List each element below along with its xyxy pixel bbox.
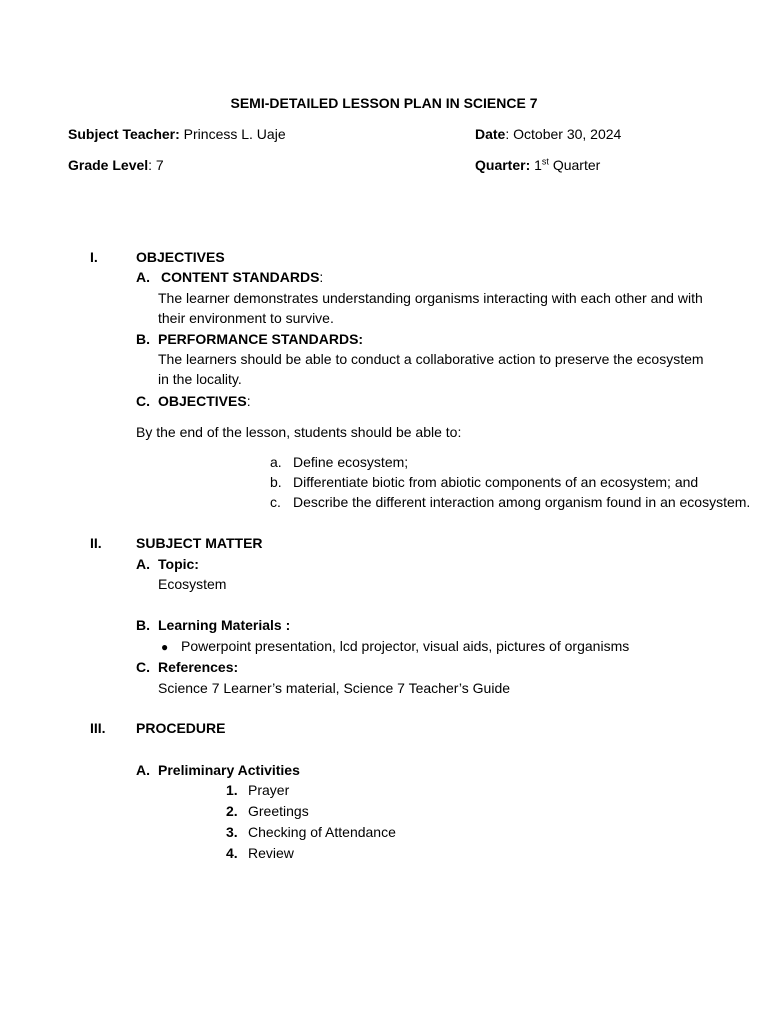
activity-item xyxy=(226,801,309,821)
teacher-label: Subject Teacher: xyxy=(68,126,180,142)
performance-standards-title: PERFORMANCE STANDARDS: xyxy=(158,331,364,347)
date-value: : October 30, 2024 xyxy=(505,126,622,142)
topic-text: Ecosystem xyxy=(158,576,227,592)
references-text: Science 7 Learner’s material, Science 7 Teacher’s Guide xyxy=(158,680,511,696)
content-standards-heading xyxy=(136,267,323,287)
quarter-word: Quarter xyxy=(552,157,601,173)
date-line xyxy=(475,124,621,144)
topic-heading xyxy=(136,554,199,574)
topic-title: Topic: xyxy=(158,556,199,572)
content-standards-colon: : xyxy=(319,269,324,285)
learning-materials-letter: B. xyxy=(136,617,150,633)
objective-item xyxy=(270,492,750,512)
activity-text: Greetings xyxy=(248,803,309,819)
learning-materials-text: Powerpoint presentation, lcd projector, visual aids, pictures of organisms xyxy=(181,638,630,654)
date-label: Date xyxy=(475,126,506,142)
topic-letter: A. xyxy=(136,556,150,572)
objective-letter: b. xyxy=(270,474,282,490)
grade-value: : 7 xyxy=(148,157,164,173)
activity-item xyxy=(226,843,294,863)
references-title: References: xyxy=(158,659,239,675)
grade-label: Grade Level xyxy=(68,157,149,173)
objective-text: Describe the different interaction among organism found in an ecosystem. xyxy=(293,494,751,510)
section-3-title: PROCEDURE xyxy=(136,720,226,736)
objective-item xyxy=(270,472,698,492)
quarter-sup: st xyxy=(541,156,549,167)
preliminary-activities-heading xyxy=(136,760,300,780)
preliminary-activities-letter: A. xyxy=(136,762,150,778)
performance-standards-letter: B. xyxy=(136,331,150,347)
objective-text: Define ecosystem; xyxy=(293,454,409,470)
document-title: SEMI-DETAILED LESSON PLAN IN SCIENCE 7 xyxy=(230,95,538,111)
quarter-label: Quarter: xyxy=(475,157,531,173)
performance-standards-heading xyxy=(136,329,363,349)
activity-item xyxy=(226,822,396,842)
performance-standards-text: The learners should be able to conduct a collaborative action to preserve the ecosystem in the locality. xyxy=(158,351,704,387)
objective-text: Differentiate biotic from abiotic components of an ecosystem; and xyxy=(293,474,699,490)
learning-materials-heading xyxy=(136,615,290,635)
objectives-intro: By the end of the lesson, students should be able to: xyxy=(136,424,462,440)
objectives-title: OBJECTIVES xyxy=(158,393,247,409)
section-2-title: SUBJECT MATTER xyxy=(136,535,263,551)
references-heading xyxy=(136,657,238,677)
objectives-colon: : xyxy=(246,393,251,409)
content-standards-title: CONTENT STANDARDS xyxy=(161,269,320,285)
activity-number: 4. xyxy=(226,845,238,861)
learning-materials-bullet xyxy=(161,636,629,657)
content-standards-letter: A. xyxy=(136,269,150,285)
references-letter: C. xyxy=(136,659,150,675)
objectives-letter: C. xyxy=(136,393,150,409)
quarter-line xyxy=(475,155,600,175)
grade-level-line xyxy=(68,155,164,175)
preliminary-activities-title: Preliminary Activities xyxy=(158,762,300,778)
content-standards-text: The learner demonstrates understanding organisms interacting with each other and with their environment to survive. xyxy=(158,290,703,326)
section-1-title: OBJECTIVES xyxy=(136,249,225,265)
activity-item xyxy=(226,780,289,800)
activity-text: Review xyxy=(248,845,294,861)
activity-number: 2. xyxy=(226,803,238,819)
learning-materials-title: Learning Materials : xyxy=(158,617,291,633)
section-3-numeral: III. xyxy=(90,720,106,736)
section-2-numeral: II. xyxy=(90,535,102,551)
subject-teacher-line xyxy=(68,124,286,144)
activity-text: Prayer xyxy=(248,782,290,798)
activity-text: Checking of Attendance xyxy=(248,824,396,840)
section-1-numeral: I. xyxy=(90,249,98,265)
teacher-value: Princess L. Uaje xyxy=(183,126,286,142)
objective-item xyxy=(270,452,408,472)
activity-number: 3. xyxy=(226,824,238,840)
objective-letter: c. xyxy=(270,494,281,510)
objectives-heading xyxy=(136,391,251,411)
objective-letter: a. xyxy=(270,454,282,470)
activity-number: 1. xyxy=(226,782,238,798)
bullet-icon: ● xyxy=(161,640,169,654)
quarter-num: 1 xyxy=(534,157,542,173)
